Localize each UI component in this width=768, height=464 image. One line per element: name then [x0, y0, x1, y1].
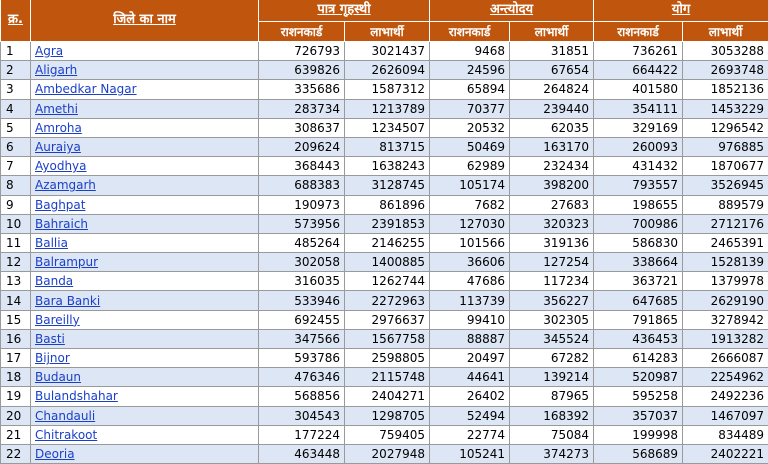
district-link[interactable]: Bahraich — [35, 216, 89, 231]
antyodaya-beneficiaries: 127254 — [510, 253, 594, 272]
eligible-ration-cards: 593786 — [259, 349, 345, 368]
total-beneficiaries: 834489 — [683, 425, 768, 444]
table-row — [1, 157, 768, 176]
antyodaya-beneficiaries: 239440 — [510, 99, 594, 118]
district-link[interactable]: Balrampur — [35, 255, 99, 270]
eligible-ration-cards: 190973 — [259, 195, 345, 214]
total-ration-cards: 431432 — [594, 157, 683, 176]
total-beneficiaries: 2712176 — [683, 214, 768, 233]
ration-card-header: राशनकार्ड — [594, 22, 683, 42]
table-row — [1, 349, 768, 368]
antyodaya-ration-cards: 22774 — [430, 425, 510, 444]
antyodaya-ration-cards: 113739 — [430, 291, 510, 310]
total-beneficiaries: 2465391 — [683, 233, 768, 252]
table-row — [1, 310, 768, 329]
eligible-ration-cards: 485264 — [259, 233, 345, 252]
district-cell — [31, 253, 259, 272]
district-cell — [31, 272, 259, 291]
row-number: 7 — [1, 157, 31, 176]
total-beneficiaries: 3526945 — [683, 176, 768, 195]
district-cell — [31, 406, 259, 425]
eligible-beneficiaries: 2598805 — [345, 349, 430, 368]
district-cell — [31, 349, 259, 368]
eligible-beneficiaries: 2976637 — [345, 310, 430, 329]
total-ration-cards: 736261 — [594, 42, 683, 61]
total-beneficiaries: 2629190 — [683, 291, 768, 310]
total-ration-cards: 260093 — [594, 137, 683, 156]
table-row — [1, 176, 768, 195]
row-number: 22 — [1, 444, 31, 463]
antyodaya-ration-cards: 62989 — [430, 157, 510, 176]
antyodaya-beneficiaries: 264824 — [510, 80, 594, 99]
row-number: 8 — [1, 176, 31, 195]
district-cell — [31, 61, 259, 80]
eligible-ration-cards: 302058 — [259, 253, 345, 272]
district-link[interactable]: Bara Banki — [35, 293, 101, 308]
total-ration-cards: 198655 — [594, 195, 683, 214]
sno-header: क्र. — [1, 0, 31, 42]
antyodaya-ration-cards: 47686 — [430, 272, 510, 291]
antyodaya-ration-cards: 99410 — [430, 310, 510, 329]
district-link[interactable]: Baghpat — [35, 197, 86, 212]
district-link[interactable]: Bulandshahar — [35, 389, 118, 404]
antyodaya-ration-cards: 24596 — [430, 61, 510, 80]
antyodaya-beneficiaries: 27683 — [510, 195, 594, 214]
table-row — [1, 387, 768, 406]
total-beneficiaries: 3278942 — [683, 310, 768, 329]
antyodaya-beneficiaries: 67654 — [510, 61, 594, 80]
total-beneficiaries: 1296542 — [683, 118, 768, 137]
total-ration-cards: 329169 — [594, 118, 683, 137]
total-ration-cards: 664422 — [594, 61, 683, 80]
table-row — [1, 253, 768, 272]
eligible-beneficiaries: 2146255 — [345, 233, 430, 252]
eligible-beneficiaries: 1262744 — [345, 272, 430, 291]
eligible-beneficiaries: 1400885 — [345, 253, 430, 272]
district-cell — [31, 99, 259, 118]
eligible-beneficiaries: 2626094 — [345, 61, 430, 80]
district-cell — [31, 214, 259, 233]
district-link[interactable]: Budaun — [35, 370, 82, 385]
antyodaya-beneficiaries: 302305 — [510, 310, 594, 329]
total-ration-cards: 647685 — [594, 291, 683, 310]
total-ration-cards: 338664 — [594, 253, 683, 272]
antyodaya-ration-cards: 105174 — [430, 176, 510, 195]
antyodaya-beneficiaries: 374273 — [510, 444, 594, 463]
district-link[interactable]: Ballia — [35, 235, 68, 250]
district-cell — [31, 233, 259, 252]
district-link[interactable]: Ambedkar Nagar — [35, 82, 137, 97]
eligible-beneficiaries: 1587312 — [345, 80, 430, 99]
total-beneficiaries: 1852136 — [683, 80, 768, 99]
antyodaya-beneficiaries: 320323 — [510, 214, 594, 233]
row-number: 10 — [1, 214, 31, 233]
antyodaya-beneficiaries: 87965 — [510, 387, 594, 406]
antyodaya-ration-cards: 127030 — [430, 214, 510, 233]
ration-card-header: राशनकार्ड — [259, 22, 345, 42]
district-cell — [31, 444, 259, 463]
table-row — [1, 425, 768, 444]
district-cell — [31, 195, 259, 214]
row-number: 19 — [1, 387, 31, 406]
total-beneficiaries: 889579 — [683, 195, 768, 214]
district-link[interactable]: Chandauli — [35, 408, 96, 423]
table-row — [1, 406, 768, 425]
total-beneficiaries: 1467097 — [683, 406, 768, 425]
antyodaya-ration-cards: 52494 — [430, 406, 510, 425]
district-link[interactable]: Agra — [35, 44, 64, 59]
eligible-ration-cards: 335686 — [259, 80, 345, 99]
row-number: 14 — [1, 291, 31, 310]
antyodaya-beneficiaries: 345524 — [510, 329, 594, 348]
district-link[interactable]: Deoria — [35, 447, 75, 462]
eligible-beneficiaries: 2391853 — [345, 214, 430, 233]
antyodaya-beneficiaries: 75084 — [510, 425, 594, 444]
row-number: 11 — [1, 233, 31, 252]
district-cell — [31, 387, 259, 406]
total-ration-cards: 614283 — [594, 349, 683, 368]
row-number: 5 — [1, 118, 31, 137]
district-link[interactable]: Banda — [35, 274, 74, 289]
table-row — [1, 42, 768, 61]
antyodaya-beneficiaries: 319136 — [510, 233, 594, 252]
district-link[interactable]: Ayodhya — [35, 159, 87, 174]
total-beneficiaries: 2254962 — [683, 368, 768, 387]
eligible-beneficiaries: 1638243 — [345, 157, 430, 176]
header-row-main — [1, 0, 768, 22]
antyodaya-ration-cards: 70377 — [430, 99, 510, 118]
total-ration-cards: 700986 — [594, 214, 683, 233]
eligible-ration-cards: 308637 — [259, 118, 345, 137]
eligible-ration-cards: 209624 — [259, 137, 345, 156]
ration-card-header: राशनकार्ड — [430, 22, 510, 42]
total-beneficiaries: 3053288 — [683, 42, 768, 61]
total-ration-cards: 401580 — [594, 80, 683, 99]
eligible-household-header: पात्र गृहस्थी — [259, 0, 430, 22]
row-number: 2 — [1, 61, 31, 80]
district-cell — [31, 42, 259, 61]
antyodaya-ration-cards: 50469 — [430, 137, 510, 156]
table-row — [1, 291, 768, 310]
total-beneficiaries: 2666087 — [683, 349, 768, 368]
antyodaya-beneficiaries: 62035 — [510, 118, 594, 137]
total-beneficiaries: 1913282 — [683, 329, 768, 348]
antyodaya-beneficiaries: 356227 — [510, 291, 594, 310]
antyodaya-ration-cards: 44641 — [430, 368, 510, 387]
antyodaya-beneficiaries: 139214 — [510, 368, 594, 387]
eligible-ration-cards: 476346 — [259, 368, 345, 387]
total-ration-cards: 354111 — [594, 99, 683, 118]
antyodaya-ration-cards: 20532 — [430, 118, 510, 137]
total-ration-cards: 199998 — [594, 425, 683, 444]
row-number: 12 — [1, 253, 31, 272]
antyodaya-ration-cards: 105241 — [430, 444, 510, 463]
eligible-ration-cards: 639826 — [259, 61, 345, 80]
eligible-beneficiaries: 2027948 — [345, 444, 430, 463]
eligible-beneficiaries: 2272963 — [345, 291, 430, 310]
district-link[interactable]: Auraiya — [35, 140, 81, 155]
district-link[interactable]: Bijnor — [35, 351, 70, 366]
row-number: 16 — [1, 329, 31, 348]
total-ration-cards: 791865 — [594, 310, 683, 329]
total-ration-cards: 568689 — [594, 444, 683, 463]
eligible-ration-cards: 347566 — [259, 329, 345, 348]
total-ration-cards: 357037 — [594, 406, 683, 425]
antyodaya-beneficiaries: 67282 — [510, 349, 594, 368]
district-cell — [31, 157, 259, 176]
eligible-ration-cards: 692455 — [259, 310, 345, 329]
antyodaya-beneficiaries: 31851 — [510, 42, 594, 61]
antyodaya-ration-cards: 101566 — [430, 233, 510, 252]
table-row — [1, 272, 768, 291]
antyodaya-ration-cards: 7682 — [430, 195, 510, 214]
total-beneficiaries: 1528139 — [683, 253, 768, 272]
total-ration-cards: 586830 — [594, 233, 683, 252]
district-link[interactable]: Aligarh — [35, 63, 78, 78]
eligible-ration-cards: 533946 — [259, 291, 345, 310]
total-beneficiaries: 1453229 — [683, 99, 768, 118]
table-row — [1, 368, 768, 387]
eligible-ration-cards: 316035 — [259, 272, 345, 291]
table-row — [1, 118, 768, 137]
total-beneficiaries: 2693748 — [683, 61, 768, 80]
district-cell — [31, 80, 259, 99]
table-body — [1, 42, 768, 464]
eligible-beneficiaries: 1213789 — [345, 99, 430, 118]
eligible-beneficiaries: 2115748 — [345, 368, 430, 387]
row-number: 1 — [1, 42, 31, 61]
antyodaya-header: अन्त्योदय — [430, 0, 594, 22]
eligible-ration-cards: 283734 — [259, 99, 345, 118]
total-beneficiaries: 976885 — [683, 137, 768, 156]
antyodaya-beneficiaries: 163170 — [510, 137, 594, 156]
district-cell — [31, 291, 259, 310]
eligible-beneficiaries: 813715 — [345, 137, 430, 156]
district-link[interactable]: Chitrakoot — [35, 427, 98, 442]
beneficiaries-header: लाभार्थी — [510, 22, 594, 42]
district-cell — [31, 176, 259, 195]
table-row — [1, 99, 768, 118]
row-number: 13 — [1, 272, 31, 291]
district-cell — [31, 118, 259, 137]
beneficiaries-header: लाभार्थी — [345, 22, 430, 42]
eligible-ration-cards: 688383 — [259, 176, 345, 195]
eligible-beneficiaries: 1234507 — [345, 118, 430, 137]
total-ration-cards: 520987 — [594, 368, 683, 387]
eligible-ration-cards: 726793 — [259, 42, 345, 61]
district-link[interactable]: Amroha — [35, 120, 82, 135]
row-number: 20 — [1, 406, 31, 425]
district-link[interactable]: Azamgarh — [35, 178, 96, 193]
eligible-beneficiaries: 3128745 — [345, 176, 430, 195]
total-beneficiaries: 1379978 — [683, 272, 768, 291]
antyodaya-ration-cards: 88887 — [430, 329, 510, 348]
row-number: 4 — [1, 99, 31, 118]
eligible-ration-cards: 568856 — [259, 387, 345, 406]
row-number: 3 — [1, 80, 31, 99]
row-number: 17 — [1, 349, 31, 368]
district-cell — [31, 425, 259, 444]
eligible-beneficiaries: 1298705 — [345, 406, 430, 425]
district-cell — [31, 310, 259, 329]
total-beneficiaries: 2402221 — [683, 444, 768, 463]
row-number: 6 — [1, 137, 31, 156]
table-row — [1, 444, 768, 463]
eligible-ration-cards: 573956 — [259, 214, 345, 233]
eligible-beneficiaries: 759405 — [345, 425, 430, 444]
eligible-beneficiaries: 1567758 — [345, 329, 430, 348]
district-cell — [31, 368, 259, 387]
eligible-ration-cards: 463448 — [259, 444, 345, 463]
district-cell — [31, 329, 259, 348]
district-link[interactable]: Bareilly — [35, 312, 80, 327]
total-beneficiaries: 2492236 — [683, 387, 768, 406]
table-row — [1, 233, 768, 252]
table-row — [1, 195, 768, 214]
eligible-ration-cards: 177224 — [259, 425, 345, 444]
eligible-beneficiaries: 3021437 — [345, 42, 430, 61]
table-row — [1, 80, 768, 99]
table-row — [1, 137, 768, 156]
total-header: योग — [594, 0, 768, 22]
antyodaya-ration-cards: 65894 — [430, 80, 510, 99]
district-link[interactable]: Basti — [35, 331, 65, 346]
antyodaya-ration-cards: 9468 — [430, 42, 510, 61]
antyodaya-beneficiaries: 232434 — [510, 157, 594, 176]
row-number: 21 — [1, 425, 31, 444]
district-name-header: जिले का नाम — [31, 0, 259, 42]
antyodaya-beneficiaries: 117234 — [510, 272, 594, 291]
total-ration-cards: 793557 — [594, 176, 683, 195]
district-cell — [31, 137, 259, 156]
antyodaya-ration-cards: 26402 — [430, 387, 510, 406]
antyodaya-ration-cards: 20497 — [430, 349, 510, 368]
table-row — [1, 214, 768, 233]
eligible-ration-cards: 368443 — [259, 157, 345, 176]
eligible-beneficiaries: 861896 — [345, 195, 430, 214]
row-number: 15 — [1, 310, 31, 329]
antyodaya-beneficiaries: 398200 — [510, 176, 594, 195]
total-beneficiaries: 1870677 — [683, 157, 768, 176]
antyodaya-ration-cards: 36606 — [430, 253, 510, 272]
eligible-beneficiaries: 2404271 — [345, 387, 430, 406]
row-number: 18 — [1, 368, 31, 387]
row-number: 9 — [1, 195, 31, 214]
antyodaya-beneficiaries: 168392 — [510, 406, 594, 425]
total-ration-cards: 363721 — [594, 272, 683, 291]
beneficiaries-header: लाभार्थी — [683, 22, 768, 42]
total-ration-cards: 436453 — [594, 329, 683, 348]
table-row — [1, 329, 768, 348]
district-link[interactable]: Amethi — [35, 101, 78, 116]
eligible-ration-cards: 304543 — [259, 406, 345, 425]
total-ration-cards: 595258 — [594, 387, 683, 406]
table-row — [1, 61, 768, 80]
